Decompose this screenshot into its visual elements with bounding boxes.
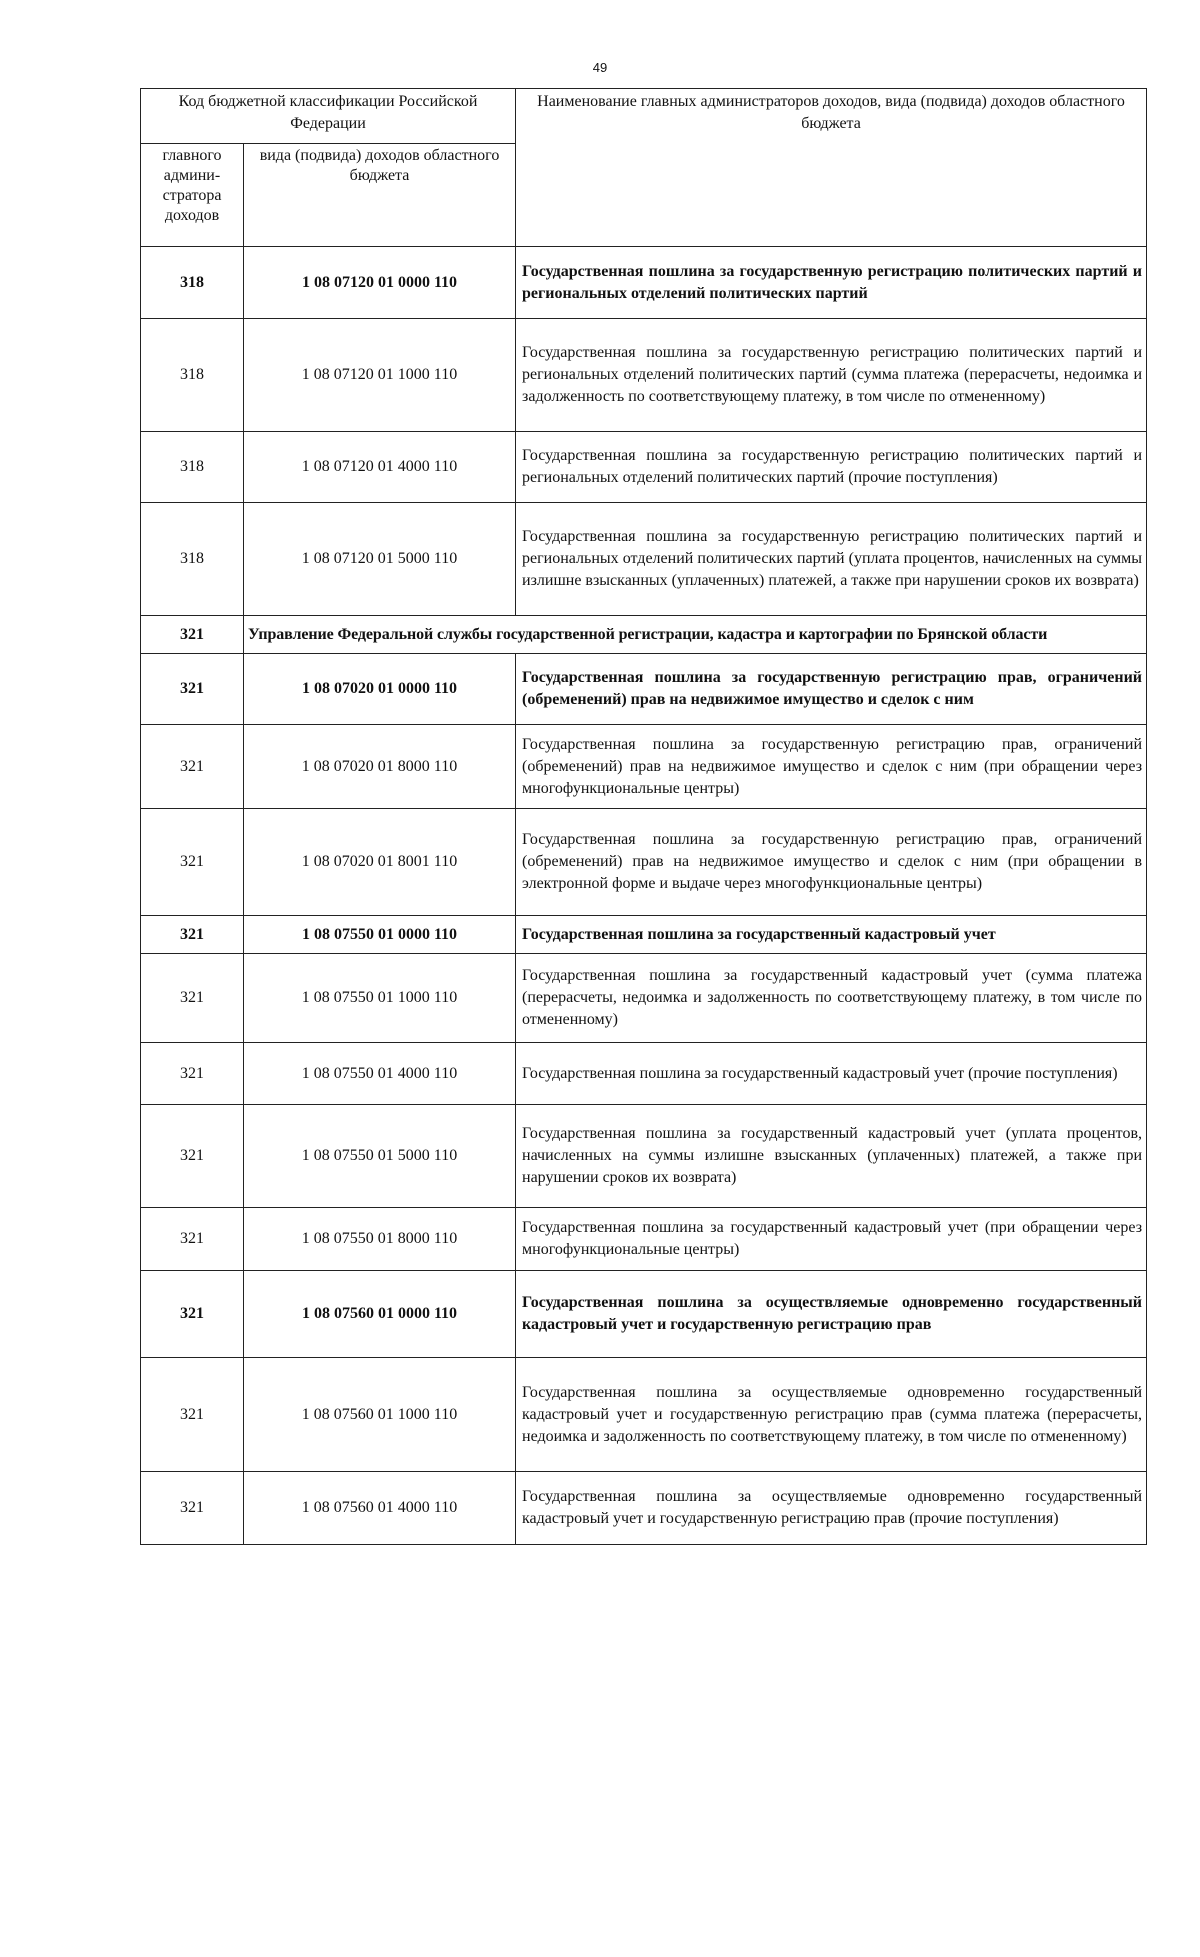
header-row-top xyxy=(141,89,1147,144)
admin-code-cell: 318 xyxy=(141,432,244,503)
table-row xyxy=(141,1208,1147,1271)
table-row xyxy=(141,319,1147,432)
section-title-cell: Управление Федеральной службы государственной регистрации, кадастра и картографии по Брянской области xyxy=(244,616,1147,654)
income-code-cell: 1 08 07550 01 1000 110 xyxy=(244,954,516,1043)
income-code-cell: 1 08 07550 01 8000 110 xyxy=(244,1208,516,1271)
admin-code-cell: 318 xyxy=(141,503,244,616)
admin-code-cell: 321 xyxy=(141,1271,244,1358)
income-code-cell: 1 08 07550 01 0000 110 xyxy=(244,916,516,954)
admin-code-cell: 321 xyxy=(141,916,244,954)
table-row xyxy=(141,809,1147,916)
admin-code-cell: 318 xyxy=(141,247,244,319)
header-name-title: Наименование главных администраторов доходов, вида (подвида) доходов областного бюджета xyxy=(516,89,1147,247)
budget-classification-table xyxy=(140,88,1147,1545)
income-name-cell: Государственная пошлина за государственную регистрацию прав, ограничений (обременений) прав на недвижимое имущество и сделок с ним (при обращении через многофункциональные центры) xyxy=(516,725,1147,809)
admin-code-cell: 321 xyxy=(141,725,244,809)
admin-code-cell: 321 xyxy=(141,1105,244,1208)
section-row xyxy=(141,616,1147,654)
income-name-cell: Государственная пошлина за государственный кадастровый учет (прочие поступления) xyxy=(516,1043,1147,1105)
income-code-cell: 1 08 07020 01 8000 110 xyxy=(244,725,516,809)
income-name-cell: Государственная пошлина за государственную регистрацию политических партий и региональных отделений политических партий (прочие поступления) xyxy=(516,432,1147,503)
income-code-cell: 1 08 07020 01 0000 110 xyxy=(244,654,516,725)
header-income-col: вида (подвида) доходов областного бюджета xyxy=(244,144,516,247)
table-row xyxy=(141,1472,1147,1545)
table-row xyxy=(141,1358,1147,1472)
income-code-cell: 1 08 07120 01 0000 110 xyxy=(244,247,516,319)
table-row xyxy=(141,1043,1147,1105)
income-code-cell: 1 08 07120 01 5000 110 xyxy=(244,503,516,616)
table-row xyxy=(141,1271,1147,1358)
admin-code-cell: 321 xyxy=(141,1358,244,1472)
income-code-cell: 1 08 07550 01 4000 110 xyxy=(244,1043,516,1105)
admin-code-cell: 321 xyxy=(141,1472,244,1545)
admin-code-cell: 321 xyxy=(141,616,244,654)
page-number: 49 xyxy=(592,60,608,75)
income-name-cell: Государственная пошлина за государственный кадастровый учет xyxy=(516,916,1147,954)
income-code-cell: 1 08 07560 01 4000 110 xyxy=(244,1472,516,1545)
income-name-cell: Государственная пошлина за осуществляемые одновременно государственный кадастровый учет и государственную регистрацию прав (прочие поступления) xyxy=(516,1472,1147,1545)
table-row xyxy=(141,247,1147,319)
income-name-cell: Государственная пошлина за государственную регистрацию политических партий и региональных отделений политических партий (уплата процентов, начисленных на суммы излишне взысканных (уплаченных) платежей, а также при нарушении сроков их возврата) xyxy=(516,503,1147,616)
income-code-cell: 1 08 07120 01 1000 110 xyxy=(244,319,516,432)
admin-code-cell: 321 xyxy=(141,1043,244,1105)
income-name-cell: Государственная пошлина за осуществляемые одновременно государственный кадастровый учет и государственную регистрацию прав xyxy=(516,1271,1147,1358)
income-code-cell: 1 08 07120 01 4000 110 xyxy=(244,432,516,503)
admin-code-cell: 321 xyxy=(141,654,244,725)
admin-code-cell: 321 xyxy=(141,954,244,1043)
admin-code-cell: 318 xyxy=(141,319,244,432)
income-code-cell: 1 08 07560 01 1000 110 xyxy=(244,1358,516,1472)
header-admin-col: главного админи-стратора доходов xyxy=(141,144,244,247)
income-name-cell: Государственная пошлина за осуществляемые одновременно государственный кадастровый учет и государственную регистрацию прав (сумма платежа (перерасчеты, недоимка и задолженность по соответствующему платежу, в том числе по отмененному) xyxy=(516,1358,1147,1472)
income-code-cell: 1 08 07560 01 0000 110 xyxy=(244,1271,516,1358)
table-row xyxy=(141,654,1147,725)
income-name-cell: Государственная пошлина за государственную регистрацию политических партий и региональных отделений политических партий (сумма платежа (перерасчеты, недоимка и задолженность по соответствующему платежу, в том числе по отмененному) xyxy=(516,319,1147,432)
admin-code-cell: 321 xyxy=(141,809,244,916)
income-name-cell: Государственная пошлина за государственную регистрацию прав, ограничений (обременений) прав на недвижимое имущество и сделок с ним (при обращении в электронной форме и выдаче через многофункциональные центры) xyxy=(516,809,1147,916)
income-name-cell: Государственная пошлина за государственный кадастровый учет (уплата процентов, начисленных на суммы излишне взысканных (уплаченных) платежей, а также при нарушении сроков их возврата) xyxy=(516,1105,1147,1208)
income-code-cell: 1 08 07020 01 8001 110 xyxy=(244,809,516,916)
admin-code-cell: 321 xyxy=(141,1208,244,1271)
header-code-group: Код бюджетной классификации Российской Федерации xyxy=(141,89,516,144)
income-name-cell: Государственная пошлина за государственный кадастровый учет (при обращении через многофункциональные центры) xyxy=(516,1208,1147,1271)
income-name-cell: Государственная пошлина за государственный кадастровый учет (сумма платежа (перерасчеты, недоимка и задолженность по соответствующему платежу, в том числе по отмененному) xyxy=(516,954,1147,1043)
table-row xyxy=(141,916,1147,954)
table-row xyxy=(141,432,1147,503)
table-row xyxy=(141,1105,1147,1208)
income-code-cell: 1 08 07550 01 5000 110 xyxy=(244,1105,516,1208)
income-name-cell: Государственная пошлина за государственную регистрацию политических партий и региональных отделений политических партий xyxy=(516,247,1147,319)
table-row xyxy=(141,725,1147,809)
table-row xyxy=(141,954,1147,1043)
income-name-cell: Государственная пошлина за государственную регистрацию прав, ограничений (обременений) прав на недвижимое имущество и сделок с ним xyxy=(516,654,1147,725)
table-row xyxy=(141,503,1147,616)
